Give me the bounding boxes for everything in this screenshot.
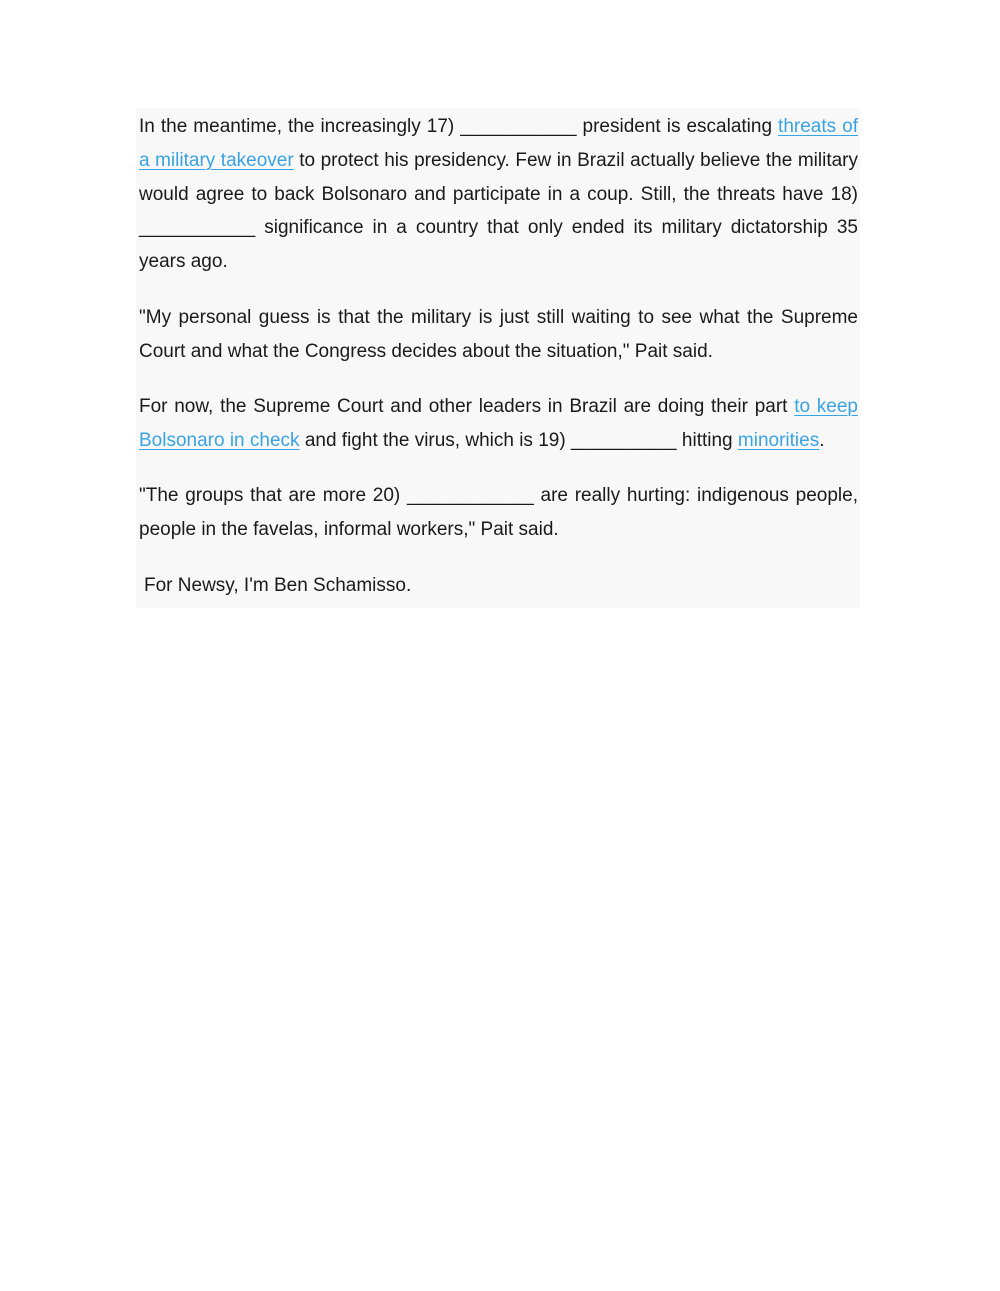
paragraph-supreme-court <box>139 390 858 458</box>
link-threats-of-military-takeover[interactable]: threats of a military takeover <box>139 116 858 171</box>
paragraph-text: . <box>819 429 825 451</box>
link-keep-bolsonaro-in-check[interactable]: to keep Bolsonaro in check <box>139 396 858 451</box>
link-minorities[interactable]: minorities <box>737 429 820 451</box>
paragraph-text: "The groups that are more 20) ____________ are really hurting: indigenous people, people in the favelas, informal workers," Pait said. <box>139 485 858 540</box>
paragraph-text: In the meantime, the increasingly 17) ___________ president is escalating <box>139 116 779 137</box>
article-text-block <box>136 108 860 608</box>
paragraph-signoff <box>144 569 863 603</box>
paragraph-pait-quote-groups <box>139 479 858 547</box>
paragraph-text: For now, the Supreme Court and other leaders in Brazil are doing their part <box>139 396 795 417</box>
paragraph-text: and fight the virus, which is 19) __________ hitting <box>299 429 738 451</box>
paragraph-pait-quote-military <box>139 301 858 369</box>
paragraph-text: For Newsy, I'm Ben Schamisso. <box>144 575 412 596</box>
paragraph-military-threats <box>139 110 858 279</box>
paragraph-text: "My personal guess is that the military is just still waiting to see what the Supreme Court and what the Congress decides about the situation," Pait said. <box>139 307 858 362</box>
paragraph-text: to protect his presidency. Few in Brazil actually believe the military would agree to back Bolsonaro and participate in a coup. Still, the threats have 18) ___________ significance in a country that only ended its military dictatorship 35 years ago. <box>139 149 858 273</box>
